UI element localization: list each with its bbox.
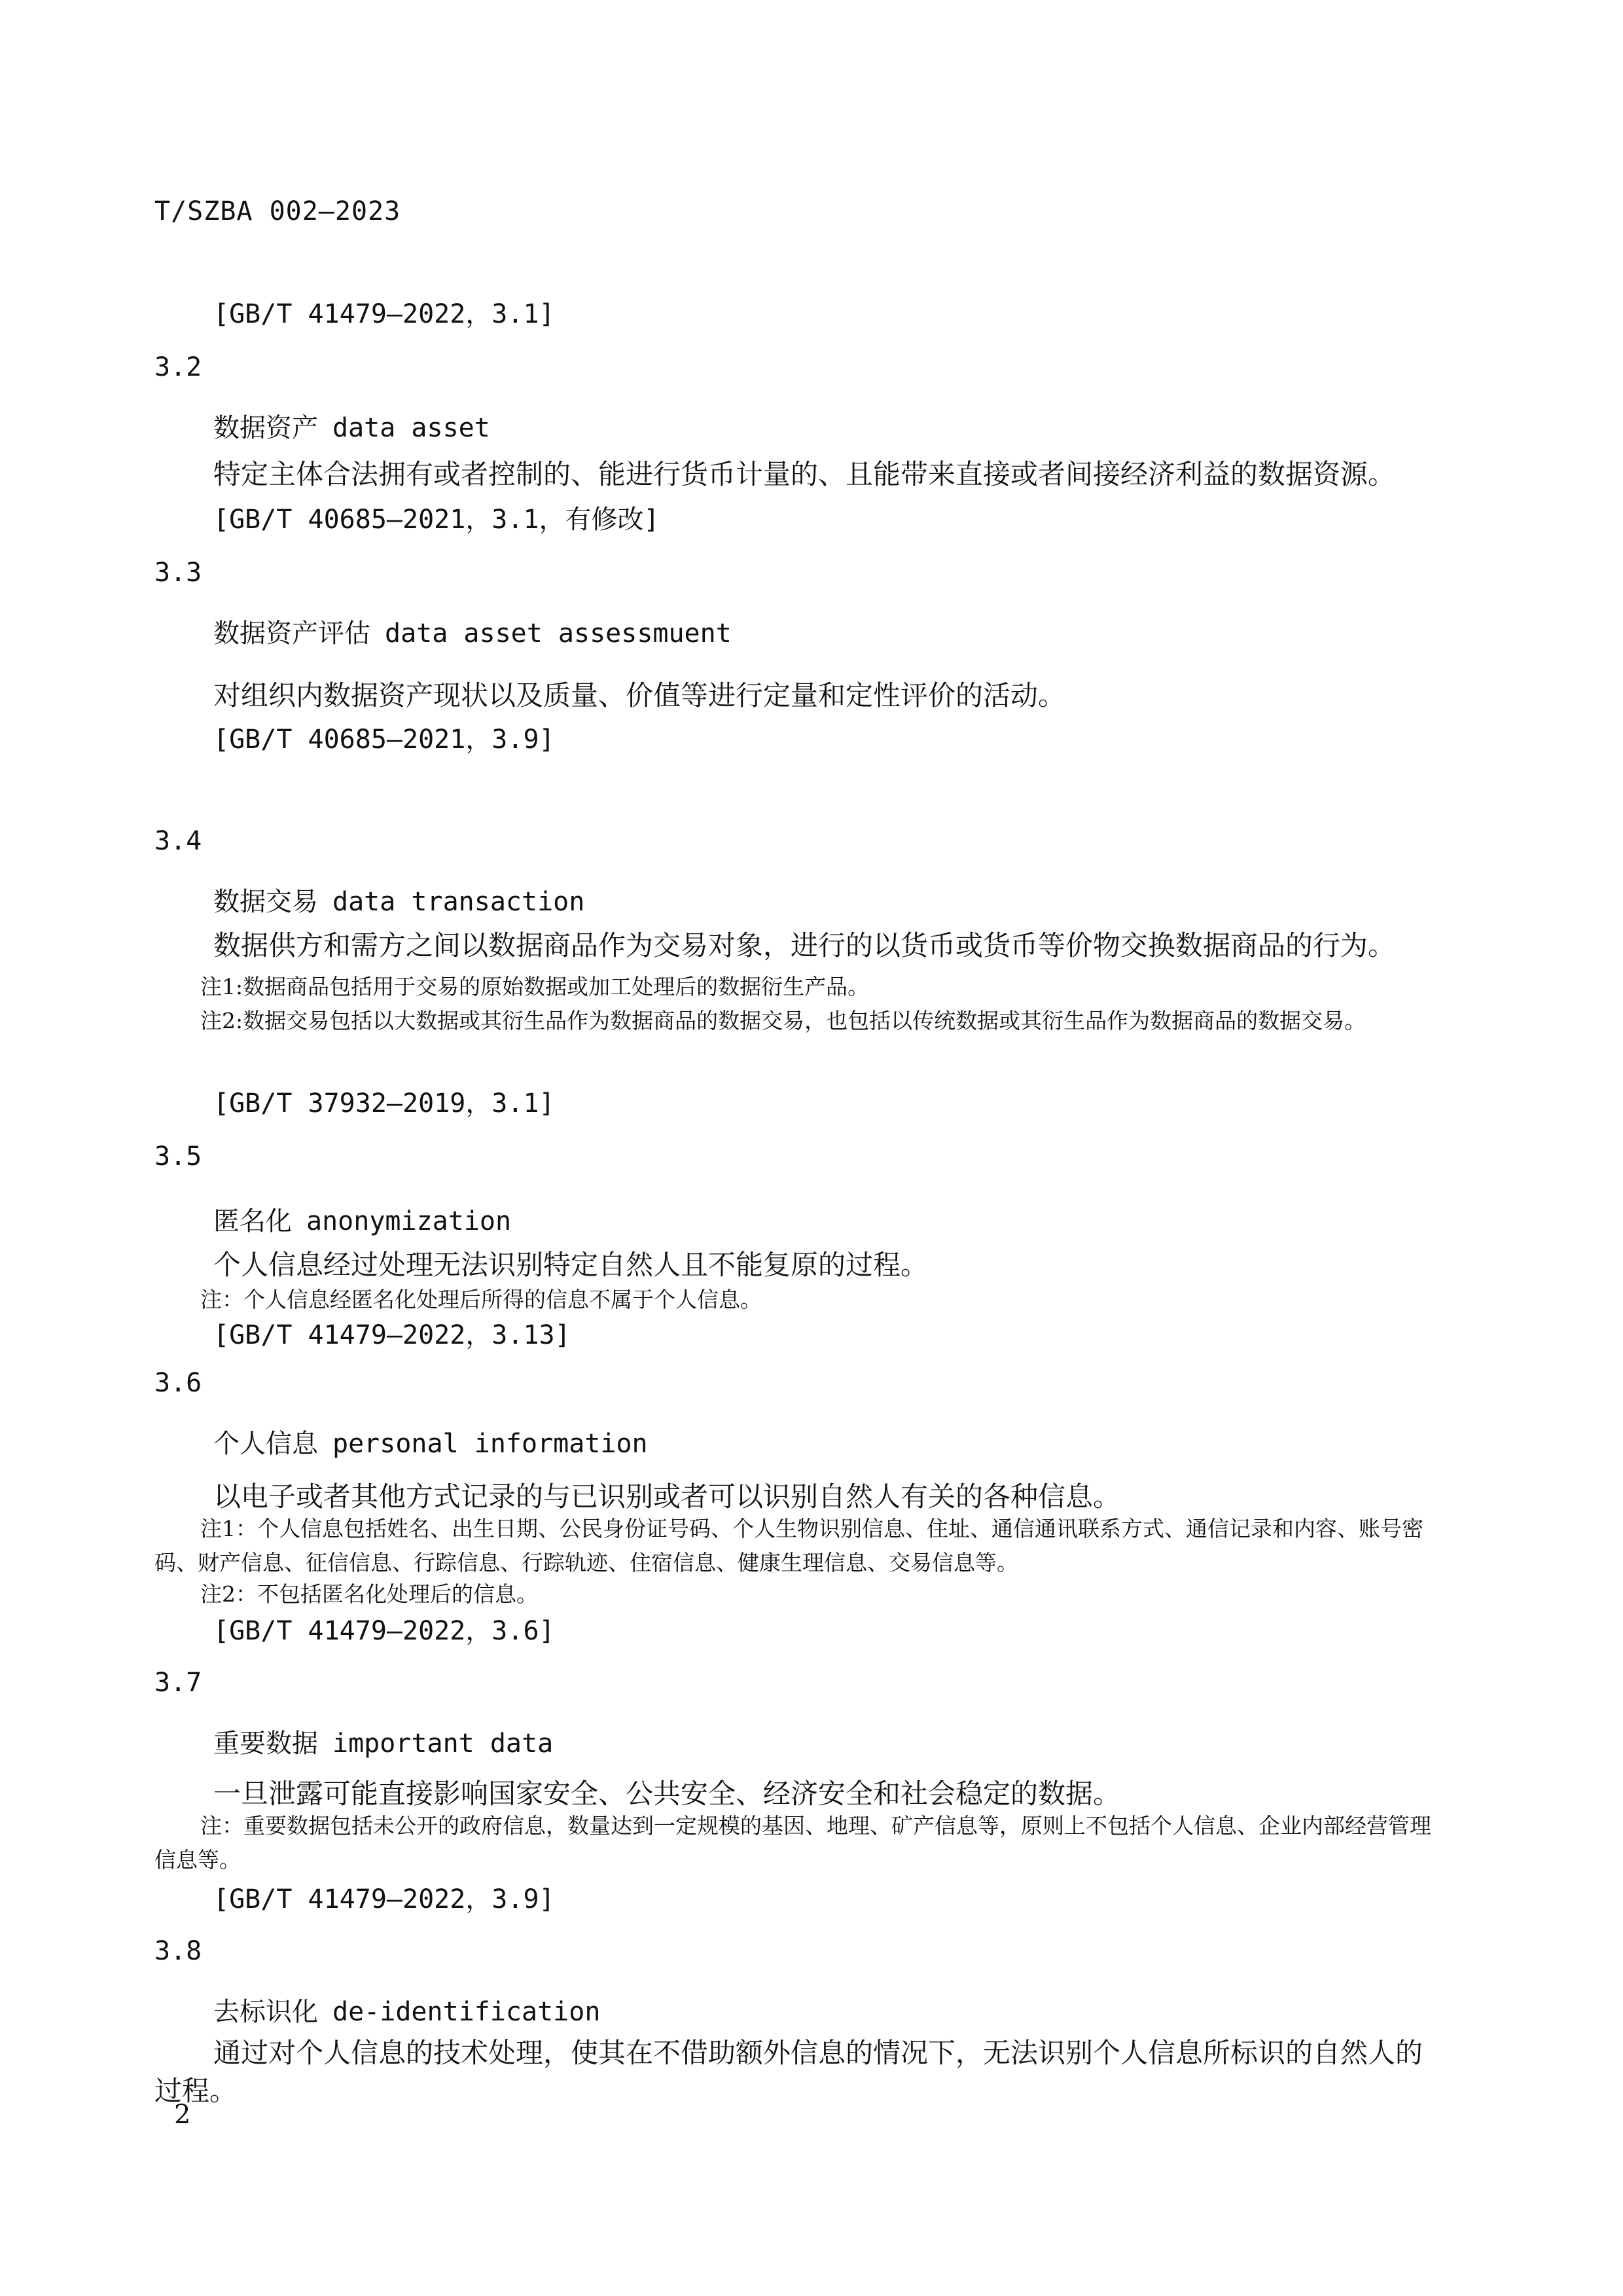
document-code-header: T/SZBA 002—2023 <box>154 196 401 226</box>
term-note: 注：重要数据包括未公开的政府信息，数量达到一定规模的基因、地理、矿产信息等，原则上不包括个人信息、企业内部经营管理信息等。 <box>154 1813 1431 1873</box>
term-chinese: 重要数据 <box>213 1729 318 1759</box>
term-note: 注2:数据交易包括以大数据或其衍生品作为数据商品的数据交易，也包括以传统数据或其衍生品作为数据商品的数据交易。 <box>200 1008 1366 1033</box>
term-heading <box>213 1991 600 2028</box>
term-definition: 通过对个人信息的技术处理，使其在不借助额外信息的情况下，无法识别个人信息所标识的自然人的过程。 <box>154 2037 1423 2107</box>
term-chinese: 去标识化 <box>213 1997 318 2027</box>
term-note: 注：个人信息经匿名化处理后所得的信息不属于个人信息。 <box>200 1287 762 1312</box>
term-chinese: 匿名化 <box>213 1206 292 1236</box>
clause-number: 3.4 <box>154 826 202 856</box>
term-note: 注2：不包括匿名化处理后的信息。 <box>200 1581 538 1607</box>
term-note: 注1：个人信息包括姓名、出生日期、公民身份证号码、个人生物识别信息、住址、通信通讯联系方式、通信记录和内容、账号密码、财产信息、征信信息、行踪信息、行踪轨迹、住宿信息、健康生理信息、交易信息等。 <box>154 1516 1423 1575</box>
page-number: 2 <box>174 2100 191 2130</box>
source-reference: [GB/T 41479—2022，3.6] <box>213 1616 555 1646</box>
term-heading <box>213 1723 553 1760</box>
term-english: data asset <box>332 413 490 443</box>
source-reference: [GB/T 40685—2021，3.1，有修改] <box>213 505 660 535</box>
term-chinese: 数据资产 <box>213 413 318 443</box>
term-english: data asset assessmuent <box>385 619 732 649</box>
clause-number: 3.5 <box>154 1141 202 1172</box>
clause-number: 3.7 <box>154 1668 202 1698</box>
term-definition: 对组织内数据资产现状以及质量、价值等进行定量和定性评价的活动。 <box>213 679 1066 711</box>
term-heading <box>213 613 732 650</box>
source-reference: [GB/T 40685—2021，3.9] <box>213 725 555 755</box>
term-definition: 个人信息经过处理无法识别特定自然人且不能复原的过程。 <box>213 1249 929 1281</box>
clause-number: 3.6 <box>154 1368 202 1398</box>
term-definition: 以电子或者其他方式记录的与已识别或者可以识别自然人有关的各种信息。 <box>213 1480 1121 1513</box>
term-english: data transaction <box>332 887 585 917</box>
clause-number: 3.3 <box>154 558 202 588</box>
term-heading <box>213 1423 648 1460</box>
term-chinese: 个人信息 <box>213 1429 318 1459</box>
term-english: anonymization <box>306 1206 512 1236</box>
term-english: important data <box>332 1729 554 1759</box>
term-chinese: 数据交易 <box>213 887 318 917</box>
term-chinese: 数据资产评估 <box>213 619 370 649</box>
term-definition: 一旦泄露可能直接影响国家安全、公共安全、经济安全和社会稳定的数据。 <box>213 1778 1121 1810</box>
clause-number: 3.8 <box>154 1936 202 1966</box>
term-note: 注1:数据商品包括用于交易的原始数据或加工处理后的数据衍生产品。 <box>200 974 870 999</box>
term-definition: 特定主体合法拥有或者控制的、能进行货币计量的、且能带来直接或者间接经济利益的数据资源。 <box>213 458 1396 490</box>
term-heading <box>213 1200 511 1238</box>
source-reference: [GB/T 41479—2022，3.9] <box>213 1884 555 1914</box>
source-reference: [GB/T 41479—2022，3.1] <box>213 299 555 329</box>
term-heading <box>213 881 584 918</box>
term-english: de-identification <box>332 1997 601 2027</box>
source-reference: [GB/T 41479—2022，3.13] <box>213 1320 571 1350</box>
source-reference: [GB/T 37932—2019，3.1] <box>213 1088 555 1119</box>
term-heading <box>213 407 490 444</box>
term-definition: 数据供方和需方之间以数据商品作为交易对象，进行的以货币或货币等价物交换数据商品的行为。 <box>213 929 1396 961</box>
clause-number: 3.2 <box>154 352 202 382</box>
term-english: personal information <box>332 1429 648 1459</box>
